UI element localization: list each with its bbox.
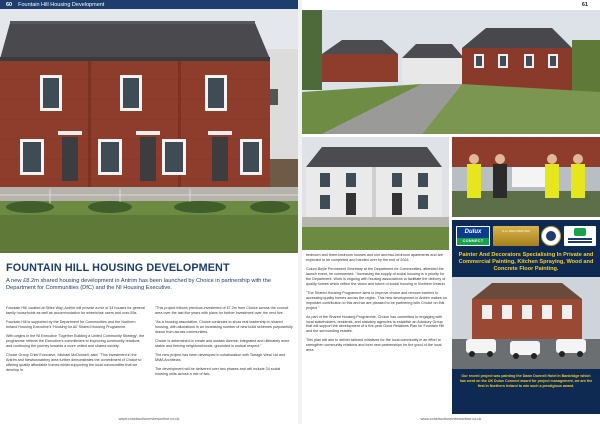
paragraph: As part of the Shared Housing Programme, Choice has committed to engaging with local stakeholders, residents, and statutory agencies to establish an Advisory Group that will support the development of a five-year Good Relations Plan for Fountain Hill and the surrounding estates. bbox=[306, 314, 444, 334]
paragraph: Choice Group Chief Executive, Michael McDonnell, said: "This investment in the Antrim and Newtownabbey area further demonstrates the commitment of Choice to offering quality affordable homes whilst supporting the local communities that we develop in. bbox=[6, 352, 142, 372]
page-number: 61 bbox=[581, 1, 588, 8]
advert-award-text: Our recent project was painting the Dawn Donnell Hotel in Banbridge which has went on the UK Dulux Connect award for project management, we are the first in Northern Ireland to win such a prestigious award. bbox=[459, 374, 593, 388]
dulux-logo-box bbox=[456, 226, 490, 246]
running-title: Fountain Hill Housing Development bbox=[18, 1, 105, 8]
dulux-connect-label: CONNECT bbox=[457, 238, 489, 245]
hotel-illustration bbox=[452, 277, 600, 369]
left-page bbox=[0, 0, 298, 424]
right-page bbox=[302, 0, 600, 424]
page-number: 60 bbox=[6, 1, 13, 8]
body-column-2 bbox=[155, 306, 294, 381]
advertisement-content bbox=[452, 220, 600, 414]
page-header bbox=[302, 0, 600, 9]
paragraph: "The Shared Housing Programme aims to improve choice and remove barriers to accessing quality homes across the region. This new development in Antrim makes an important contribution to this and we are pleased to be partnering with Choice on this project." bbox=[306, 290, 447, 310]
paragraph: With origins in the NI Executive 'Together Building a United Community Strategy', the programme reflects the Executive's commitment to improving community relations and continuing the journey towards a more united and shared society. bbox=[6, 334, 145, 348]
award-logo-icon bbox=[564, 226, 596, 246]
paragraph: The development will be delivered over two phases and will include 34 social housing units across a mix of two- bbox=[155, 366, 281, 376]
paragraph: The new project has been developed in collaboration with Tarragh West Ltd and MMA Architects. bbox=[155, 352, 286, 362]
left-body-columns bbox=[6, 306, 294, 381]
paragraph: bedroom and three-bedroom houses and one and two-bedroom apartments and are expected to be completed and handed over by the end of 2024. bbox=[306, 253, 443, 262]
page-header bbox=[0, 0, 298, 9]
decorators-badge: G.H. DECORATORS bbox=[493, 226, 539, 246]
advertisement-panel[interactable] bbox=[452, 220, 600, 414]
right-body-column bbox=[306, 253, 447, 357]
paragraph: Fountain Hill, located at Stiles Way, Antrim will provide a mix of 34 houses for general family households as well as accommodation for wheelchair users and over-55s. bbox=[6, 306, 145, 315]
advert-headline: Painter And Decorators Specialising In Private and Commercial Painting, Kitchen Spraying, Wood and Concrete Floor Painting. bbox=[458, 252, 594, 272]
paragraph: "As a housing association, Choice continues to show real leadership in shared housing, with allocations in an increasing number of new build schemes purposefully drawn from across communities. bbox=[155, 320, 293, 334]
accreditation-seal-icon bbox=[541, 226, 561, 246]
page-footer-url[interactable]: www.constructionreviewonline.co.uk bbox=[118, 417, 180, 421]
article-lede: A new £8.2m shared housing development in Antrim has been launched by Choice in partnership with the Department for Communities (DfC) and the NI Housing Executive. bbox=[6, 278, 271, 292]
paragraph: Choice is determined to create and sustain diverse, integrated and ultimately more stable and thriving neighbourhoods, grounded in mutual respect." bbox=[155, 338, 290, 348]
semi-detached-illustration bbox=[302, 137, 449, 250]
body-column-1 bbox=[6, 306, 145, 381]
terraced-houses-illustration bbox=[0, 9, 298, 253]
hero-photo-housing bbox=[0, 9, 298, 253]
article-title: FOUNTAIN HILL HOUSING DEVELOPMENT bbox=[6, 262, 230, 274]
group-photo-illustration bbox=[452, 137, 600, 217]
paragraph: This plan will aim to deliver tailored initiatives for the local community in an effort to strengthen community relations and form new partnerships for the good of the local area. bbox=[306, 338, 442, 353]
page-footer-url[interactable]: www.constructionreviewonline.co.uk bbox=[420, 417, 482, 421]
paragraph: Colum Boyle Permanent Secretary at the Department for Communities, attended the launch event, he commented: "Increasing the supply of social housing is a priority for the Department. Work is ongoing with housing associations to facilitate the delivery of quality homes which reflect the vision and future of social housing in Northern Ireland. bbox=[306, 267, 446, 286]
hotel-photo bbox=[452, 277, 600, 369]
semi-detached-photo bbox=[302, 137, 449, 250]
street-houses-illustration bbox=[302, 10, 600, 134]
street-view-photo bbox=[302, 10, 600, 134]
paragraph: Fountain Hill is supported by the Department for Communities and the Northern Ireland Housing Executive's 'Housing for All' Shared Housing Programme. bbox=[6, 320, 136, 329]
paragraph: "This project follows previous investment of £7.2m from Choice across the council area over the last five years with plans for further investment over the next five. bbox=[155, 306, 289, 315]
dulux-logo: Dulux bbox=[457, 227, 489, 238]
launch-event-photo bbox=[452, 137, 600, 217]
